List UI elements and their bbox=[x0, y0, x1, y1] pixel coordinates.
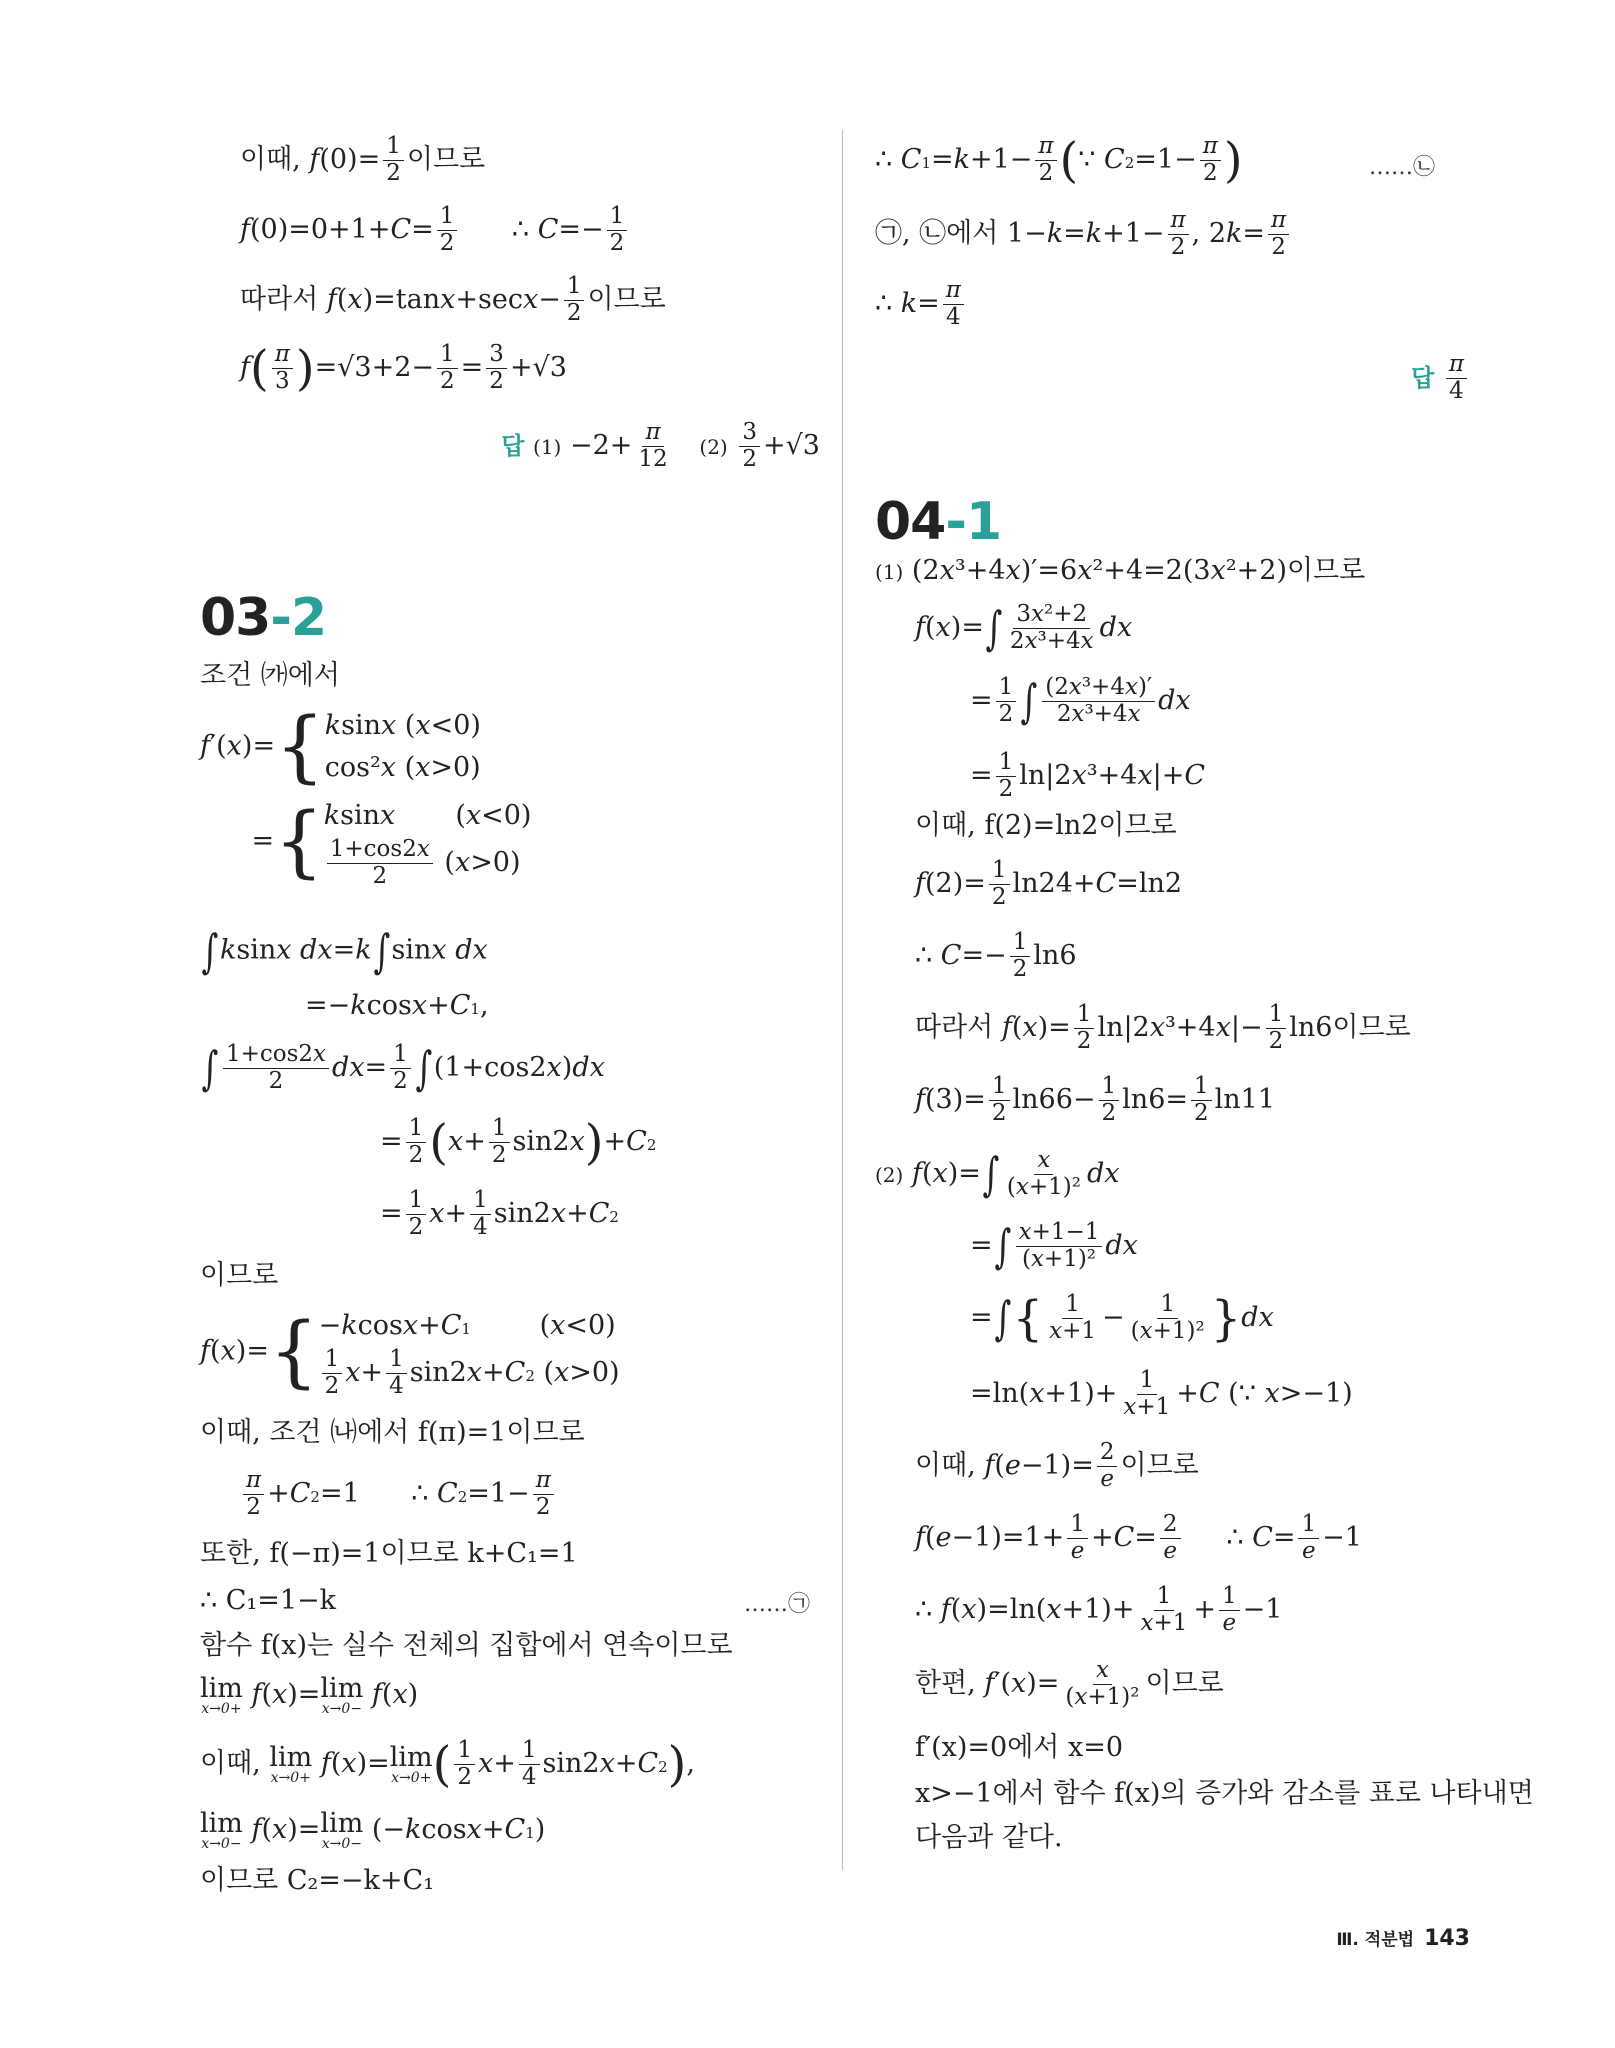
math-line: 한편, f′(x)= $\frac{x}{\text{(x+1)²}}$ 이므로 bbox=[915, 1657, 1224, 1710]
math-line: =−kcosx+C1, bbox=[305, 990, 489, 1021]
math-line: =∫{ $\frac{1}{x+1}$ − $\frac{1}{\text{(x+1)²}}$ }dx bbox=[970, 1290, 1274, 1347]
math-line: f(3)= $\frac{1}{2}$ ln66− $\frac{1}{2}$ ln6= $\frac{1}{2}$ ln11 bbox=[915, 1073, 1276, 1126]
math-line: 이때, f(0)= $\frac{1}{2}$ 이므로 bbox=[240, 133, 486, 186]
math-line: f(e−1)=1+ $\frac{1}{e}$ +C= $\frac{2}{e}$ ∴ C= $\frac{1}{e}$ −1 bbox=[915, 1511, 1362, 1564]
text-line: x>−1에서 함수 f(x)의 증가와 감소를 표로 나타내면 bbox=[915, 1778, 1534, 1809]
math-line: (2) f(x)=∫ $\frac{x}{\text{(x+1)²}}$ dx bbox=[875, 1147, 1120, 1202]
text-line: 함수 f(x)는 실수 전체의 집합에서 연속이므로 bbox=[200, 1630, 733, 1661]
math-line: lim x→0+ f(x)= lim x→0− f(x) bbox=[200, 1673, 419, 1717]
answer-label: 답 bbox=[501, 431, 525, 460]
math-line: 따라서 f(x)= $\frac{1}{2}$ ln|2x³+4x|− $\frac{1}{2}$ ln6이므로 bbox=[915, 1001, 1411, 1054]
math-line: 이때, lim x→0+ f(x)= lim x→0+ ( $\frac{1}{2}$ x+ $\frac{1}{4}$ sin2x+C2), bbox=[200, 1736, 695, 1793]
math-line: = $\frac{1}{2}$ x+ $\frac{1}{4}$ sin2x+C2 bbox=[380, 1187, 619, 1240]
math-line: f( $\frac{\pi}{3}$ )=√3+2− $\frac{1}{2}$ = $\frac{3}{2}$ +√3 bbox=[240, 340, 567, 397]
math-line: $\frac{\pi}{2}$ +C2=1 ∴ C2=1− $\frac{\pi}{2}$ bbox=[240, 1468, 557, 1521]
page-footer bbox=[1336, 1925, 1470, 1951]
math-line: ∴ k= $\frac{\pi}{4}$ bbox=[875, 278, 967, 331]
answer-line: 답 (1) −2+ $\frac{\pi}{12}$ (2) $\frac{3}{2}$ +√3 bbox=[501, 419, 820, 472]
problem-heading: 04-1 bbox=[875, 492, 1002, 552]
text-line: 또한, f(−π)=1이므로 k+C₁=1 bbox=[200, 1538, 578, 1569]
math-line: ∴ C=− $\frac{1}{2}$ ln6 bbox=[915, 929, 1077, 982]
math-line: ∫ $\frac{1+\cos 2x}{2}$ dx= $\frac{1}{2}$ ∫(1+cos2x)dx bbox=[201, 1041, 605, 1096]
math-line: 이때, f(e−1)= $\frac{2}{e}$ 이므로 bbox=[915, 1439, 1199, 1492]
math-line: f(x)={ −kcosx+C1 (x<0) $\frac{1}{2}$ x+ $\frac{1}{4}$ sin2x+C2 (x>0) bbox=[200, 1307, 620, 1399]
math-line: =ln(x+1)+ $\frac{1}{x+1}$ +C (∵ x>−1) bbox=[970, 1367, 1353, 1420]
text-line: 이때, f(2)=ln2이므로 bbox=[915, 810, 1177, 841]
answer-line: 답 $\frac{\pi}{4}$ bbox=[1411, 352, 1470, 405]
text-line: 다음과 같다. bbox=[915, 1822, 1063, 1853]
answer-label: 답 bbox=[1411, 363, 1435, 392]
math-line: lim x→0− f(x)= lim x→0− (−kcosx+C1) bbox=[200, 1808, 546, 1852]
math-line: ㉠, ㉡에서 1−k=k+1− $\frac{\pi}{2}$ , 2k= $\frac{\pi}{2}$ bbox=[875, 208, 1292, 261]
equation-marker: ……㉠ bbox=[743, 1592, 810, 1617]
math-line: ∴ f(x)=ln(x+1)+ $\frac{1}{x+1}$ + $\frac{1}{e}$ −1 bbox=[915, 1583, 1283, 1636]
math-line: f′(x)={ ksinx (x<0) cos²x (x>0) bbox=[200, 701, 481, 792]
math-line: (1) (2x³+4x)′=6x²+4=2(3x²+2)이므로 bbox=[875, 555, 1366, 586]
math-line: = $\frac{1}{2}$ ∫ $\frac{\text{(2x³+4x)′}}{\text{2x³+4x}}$ dx bbox=[970, 674, 1191, 729]
equation-marker: ……㉡ bbox=[1368, 155, 1435, 180]
math-line: f(0)=0+1+C= $\frac{1}{2}$ ∴ C=− $\frac{1}{2}$ bbox=[240, 204, 630, 257]
math-line: f(2)= $\frac{1}{2}$ ln24+C=ln2 bbox=[915, 857, 1183, 910]
math-line: ∴ C1=k+1− $\frac{\pi}{2}$ (∵ C2=1− $\frac{\pi}{2}$ ) bbox=[875, 132, 1243, 189]
math-line: =∫ $\frac{x+1-1}{\text{(x+1)²}}$ dx bbox=[970, 1219, 1138, 1274]
chapter-label: Ⅲ. 적분법 bbox=[1336, 1930, 1415, 1950]
condition-text: 조건 ㈎에서 bbox=[200, 660, 340, 691]
math-line: 따라서 f(x)=tanx+secx− $\frac{1}{2}$ 이므로 bbox=[240, 273, 666, 326]
text-line: ∴ C₁=1−k bbox=[200, 1585, 337, 1616]
math-line: = $\frac{1}{2}$ ln|2x³+4x|+C bbox=[970, 749, 1206, 802]
condition-text: 이때, 조건 ㈏에서 f(π)=1이므로 bbox=[200, 1417, 585, 1448]
math-line: ∫ksinx dx=k∫sinx dx bbox=[201, 924, 488, 978]
text-line: 이므로 C₂=−k+C₁ bbox=[200, 1865, 435, 1896]
problem-heading: 03-2 bbox=[200, 588, 327, 648]
math-line: ={ ksinx (x<0) $\frac{1+\cos 2x}{2}$ (x>0) bbox=[200, 797, 532, 889]
page-number: 143 bbox=[1424, 1926, 1470, 1951]
math-line: f(x)=∫ $\frac{\text{3x²+2}}{\text{2x³+4x}}$ dx bbox=[915, 601, 1133, 656]
column-divider bbox=[842, 130, 843, 1870]
text-line: f′(x)=0에서 x=0 bbox=[915, 1732, 1123, 1763]
math-line: = $\frac{1}{2}$ (x+ $\frac{1}{2}$ sin2x)+C2 bbox=[380, 1114, 657, 1171]
text-line: 이므로 bbox=[200, 1260, 279, 1291]
